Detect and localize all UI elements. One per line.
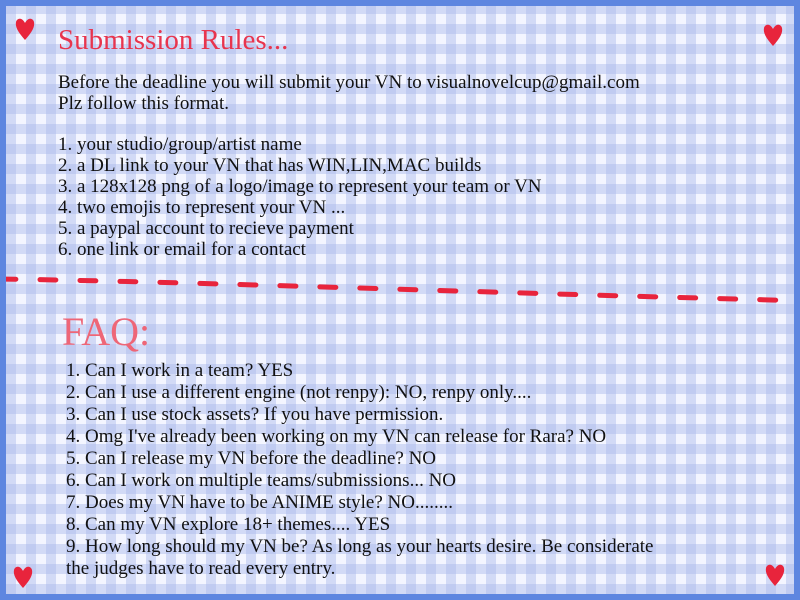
heart-icon (762, 22, 784, 48)
submission-rules-list (58, 134, 542, 260)
faq-item: 5. Can I release my VN before the deadline? NO (66, 448, 437, 469)
faq-title: FAQ: (62, 309, 151, 354)
faq-item: 1. Can I work in a team? YES (66, 360, 294, 381)
intro-line: Before the deadline you will submit your VN to visualnovelcup@gmail.com (58, 72, 640, 93)
faq-list (66, 360, 654, 580)
rule-item: 3. a 128x128 png of a logo/image to represent your team or VN (58, 176, 542, 197)
heart-icon (764, 562, 786, 588)
rule-item: 4. two emojis to represent your VN ... (58, 197, 346, 218)
rule-item: 6. one link or email for a contact (58, 239, 306, 260)
faq-item: 9. How long should my VN be? As long as your hearts desire. Be considerate (66, 536, 654, 557)
heart-icon (14, 16, 36, 42)
submission-intro (58, 72, 640, 114)
faq-item: 3. Can I use stock assets? If you have permission. (66, 404, 444, 425)
rule-item: 1. your studio/group/artist name (58, 134, 302, 155)
faq-item: 6. Can I work on multiple teams/submissions... NO (66, 470, 457, 491)
intro-line: Plz follow this format. (58, 93, 229, 114)
faq-item: 8. Can my VN explore 18+ themes.... YES (66, 514, 391, 535)
faq-item: the judges have to read every entry. (66, 558, 336, 579)
faq-item: 7. Does my VN have to be ANIME style? NO........ (66, 492, 453, 513)
submission-title: Submission Rules... (58, 24, 289, 56)
heart-icon (12, 564, 34, 590)
rule-item: 2. a DL link to your VN that has WIN,LIN,MAC builds (58, 155, 482, 176)
dashed-divider (6, 268, 800, 308)
rule-item: 5. a paypal account to recieve payment (58, 218, 354, 239)
faq-item: 2. Can I use a different engine (not renpy): NO, renpy only.... (66, 382, 532, 403)
faq-item: 4. Omg I've already been working on my VN can release for Rara? NO (66, 426, 607, 447)
